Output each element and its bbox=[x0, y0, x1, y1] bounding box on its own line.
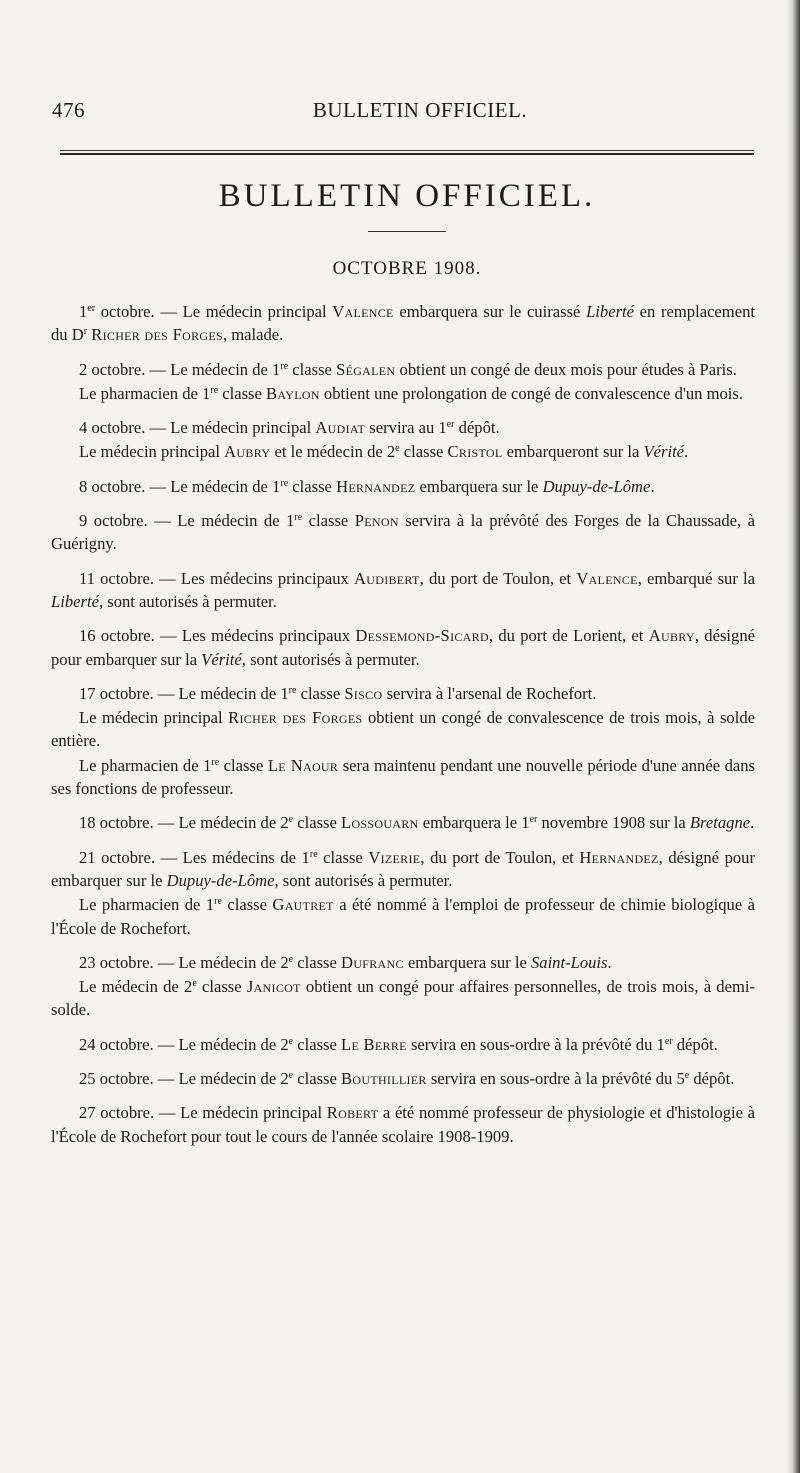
text-run: obtient une prolongation de congé de convalescence d'un mois. bbox=[319, 383, 744, 403]
notice-paragraph bbox=[51, 811, 755, 834]
text-run: dépôt. bbox=[454, 418, 500, 438]
page-edge-shadow bbox=[786, 0, 800, 1473]
notice-entry bbox=[51, 567, 755, 614]
superscript: re bbox=[280, 477, 289, 489]
notice-paragraph bbox=[51, 475, 755, 498]
person-name: Le Naour bbox=[267, 755, 339, 775]
superscript: re bbox=[214, 896, 222, 908]
notice-paragraph bbox=[51, 975, 755, 1022]
person-name: Vizerie bbox=[368, 847, 421, 867]
text-run: classe bbox=[293, 1069, 342, 1089]
text-run: 18 octobre. — Le médecin de 2 bbox=[79, 813, 289, 833]
ship-name: Bretagne bbox=[689, 813, 751, 833]
text-run: servira en sous-ordre à la prévôté du 1 bbox=[406, 1034, 665, 1054]
text-run: et le médecin de 2 bbox=[270, 442, 396, 462]
text-run: classe bbox=[296, 683, 345, 703]
superscript: re bbox=[288, 684, 297, 696]
text-run: a été nommé à l'emploi de professeur de chimie biologique à l'École de Rochefort. bbox=[51, 895, 755, 938]
person-name: Audiat bbox=[315, 418, 366, 438]
text-run: , sont autorisés à permuter. bbox=[98, 591, 277, 611]
notice-paragraph bbox=[51, 706, 755, 753]
text-run: octobre. — Le médecin principal bbox=[95, 302, 333, 321]
text-run: dépôt. bbox=[689, 1069, 735, 1089]
text-run: 23 octobre. — Le médecin de 2 bbox=[79, 952, 289, 972]
superscript: re bbox=[211, 756, 220, 768]
text-run: classe bbox=[196, 977, 247, 997]
text-run: classe bbox=[288, 359, 337, 379]
person-name: Valence bbox=[332, 302, 394, 321]
person-name: Dufranc bbox=[341, 952, 404, 972]
ship-name: Saint-Louis bbox=[530, 952, 608, 972]
superscript: e bbox=[288, 953, 294, 965]
notice-paragraph bbox=[51, 509, 755, 556]
text-run: , du port de Toulon, et bbox=[420, 847, 580, 867]
person-name: Gautret bbox=[272, 895, 334, 915]
text-run: Le médecin de 2 bbox=[79, 977, 193, 997]
title-rule bbox=[368, 231, 446, 232]
text-run: embarquera sur le bbox=[415, 476, 543, 496]
notice-paragraph bbox=[51, 682, 755, 705]
text-run: classe bbox=[293, 813, 342, 833]
superscript: er bbox=[529, 814, 538, 826]
superscript: e bbox=[684, 1070, 690, 1082]
person-name: Penon bbox=[354, 511, 399, 531]
notice-entry bbox=[51, 300, 755, 347]
page-number: 476 bbox=[52, 98, 85, 122]
notice-entry bbox=[51, 1067, 755, 1090]
text-run: . bbox=[650, 476, 655, 496]
text-run: servira à la prévôté des Forges de la Chaussade, à Guérigny. bbox=[51, 511, 756, 554]
superscript: r bbox=[83, 326, 88, 338]
notice-entry bbox=[51, 951, 755, 1022]
ship-name: Liberté bbox=[51, 591, 99, 611]
text-run: , sont autorisés à permuter. bbox=[241, 649, 420, 669]
text-run: classe bbox=[219, 755, 268, 775]
ship-name: Dupuy-de-Lôme bbox=[542, 476, 651, 496]
notice-entry bbox=[51, 1033, 755, 1056]
notice-entry bbox=[51, 846, 755, 940]
person-name: Richer des Forges bbox=[91, 325, 223, 345]
text-run: servira en sous-ordre à la prévôté du 5 bbox=[426, 1069, 685, 1089]
text-run: a été nommé professeur de physiologie et d'histologie à l'École de Rochefort pour tout le cours de l'année scolaire 1908-1909. bbox=[51, 1103, 755, 1146]
notice-paragraph bbox=[51, 1101, 755, 1148]
text-run: 16 octobre. — Les médecins principaux bbox=[79, 626, 356, 646]
text-run: embarqueront sur la bbox=[502, 442, 644, 462]
text-run: , désigné pour embarquer sur le bbox=[51, 847, 755, 890]
text-run: , malade. bbox=[222, 325, 284, 345]
superscript: e bbox=[288, 1035, 294, 1047]
text-run: classe bbox=[317, 847, 369, 867]
ship-name: Dupuy-de-Lôme bbox=[166, 870, 275, 890]
text-run: 8 octobre. — Le médecin de 1 bbox=[79, 476, 281, 496]
text-run: Le pharmacien de 1 bbox=[79, 755, 212, 775]
notice-entry bbox=[51, 416, 755, 464]
notice-paragraph bbox=[51, 416, 755, 439]
text-run: Le pharmacien de 1 bbox=[79, 895, 215, 915]
notice-paragraph bbox=[51, 624, 755, 671]
person-name: Sisco bbox=[344, 683, 383, 703]
text-run: . bbox=[750, 813, 755, 833]
notice-paragraph bbox=[51, 358, 755, 381]
text-run: , du port de Lorient, et bbox=[488, 626, 649, 646]
text-run: classe bbox=[293, 952, 342, 972]
person-name: Hernandez bbox=[336, 476, 416, 496]
text-run: . bbox=[684, 442, 689, 462]
person-name: Dessemond-Sicard bbox=[355, 626, 489, 646]
text-run: classe bbox=[302, 511, 355, 531]
running-title: BULLETIN OFFICIEL. bbox=[312, 98, 528, 122]
text-run: dépôt. bbox=[672, 1034, 718, 1054]
notice-paragraph bbox=[51, 567, 755, 614]
text-run: Le médecin principal bbox=[79, 442, 225, 462]
notice-paragraph bbox=[51, 951, 755, 974]
person-name: Richer des Forges bbox=[228, 708, 363, 728]
notice-entry bbox=[51, 624, 755, 671]
notice-entry bbox=[51, 475, 755, 498]
person-name: Bouthillier bbox=[341, 1069, 427, 1089]
superscript: re bbox=[309, 848, 318, 860]
notice-paragraph bbox=[51, 1067, 755, 1090]
notice-entry bbox=[51, 509, 755, 556]
superscript: re bbox=[210, 384, 219, 396]
text-run: , sont autorisés à permuter. bbox=[274, 870, 453, 890]
notice-paragraph bbox=[51, 300, 755, 347]
superscript: e bbox=[288, 814, 294, 826]
text-run: novembre 1908 sur la bbox=[537, 813, 690, 833]
person-name: Cristol bbox=[447, 442, 503, 462]
person-name: Janicot bbox=[246, 977, 301, 997]
text-run: 24 octobre. — Le médecin de 2 bbox=[79, 1034, 289, 1054]
text-run: sera maintenu pendant une nouvelle période d'une année dans ses fonctions de professeur. bbox=[51, 755, 756, 799]
text-run: classe bbox=[399, 442, 448, 462]
text-run: classe bbox=[218, 383, 267, 403]
text-run: obtient un congé de deux mois pour études à Paris. bbox=[395, 359, 737, 379]
person-name: Audibert bbox=[353, 568, 420, 588]
person-name: Baylon bbox=[266, 383, 320, 403]
text-run: embarquera sur le bbox=[403, 952, 531, 972]
text-run: 21 octobre. — Les médecins de 1 bbox=[79, 847, 310, 867]
superscript: re bbox=[280, 360, 289, 372]
text-run: 17 octobre. — Le médecin de 1 bbox=[79, 683, 289, 703]
text-run: embarquera le 1 bbox=[418, 813, 530, 833]
person-name: Ségalen bbox=[336, 359, 396, 379]
superscript: er bbox=[446, 419, 455, 431]
superscript: er bbox=[87, 303, 96, 314]
ship-name: Vérité bbox=[201, 649, 242, 669]
notice-paragraph bbox=[51, 893, 755, 940]
text-run: 2 octobre. — Le médecin de 1 bbox=[79, 359, 281, 379]
ship-name: Vérité bbox=[643, 442, 685, 462]
text-run: en remplacement du D bbox=[51, 302, 755, 345]
person-name: Hernandez bbox=[579, 847, 659, 867]
person-name: Aubry bbox=[648, 626, 695, 646]
text-run: 27 octobre. — Le médecin principal bbox=[79, 1103, 327, 1123]
text-run: servira à l'arsenal de Rochefort. bbox=[382, 683, 597, 703]
text-run: classe bbox=[221, 895, 273, 915]
text-run: , du port de Toulon, et bbox=[419, 568, 577, 588]
text-run: obtient un congé de convalescence de trois mois, à solde entière. bbox=[51, 708, 755, 751]
notice-entry bbox=[51, 811, 755, 834]
text-run: 25 octobre. — Le médecin de 2 bbox=[79, 1069, 289, 1089]
text-run: 1 bbox=[79, 302, 88, 321]
person-name: Valence bbox=[576, 568, 638, 588]
page-title: BULLETIN OFFICIEL. bbox=[218, 178, 596, 214]
text-run: Le pharmacien de 1 bbox=[79, 383, 211, 403]
text-run: classe bbox=[288, 476, 337, 496]
ship-name: Liberté bbox=[586, 302, 634, 321]
notice-entry bbox=[51, 1101, 755, 1148]
notice-entry bbox=[51, 358, 755, 406]
person-name: Robert bbox=[326, 1103, 379, 1123]
text-run: , embarqué sur la bbox=[637, 568, 756, 588]
person-name: Lossouarn bbox=[341, 813, 419, 833]
superscript: e bbox=[395, 443, 400, 455]
person-name: Le Berre bbox=[341, 1034, 407, 1054]
text-run: 4 octobre. — Le médecin principal bbox=[79, 418, 316, 438]
notice-entry bbox=[51, 682, 755, 800]
header-rule bbox=[60, 150, 754, 155]
text-run: 11 octobre. — Les médecins principaux bbox=[79, 568, 354, 588]
notice-paragraph bbox=[51, 440, 755, 463]
notice-paragraph bbox=[51, 846, 755, 893]
text-run: Le médecin principal bbox=[79, 708, 229, 728]
text-run: obtient un congé pour affaires personnelles, de trois mois, à demi-solde. bbox=[51, 977, 755, 1020]
month-heading: OCTOBRE 1908. bbox=[332, 258, 482, 279]
text-run: . bbox=[607, 952, 612, 972]
superscript: er bbox=[664, 1035, 673, 1047]
notice-paragraph bbox=[51, 754, 755, 801]
entries-list bbox=[51, 300, 755, 1159]
notice-paragraph bbox=[51, 382, 755, 405]
text-run: classe bbox=[293, 1034, 342, 1054]
superscript: e bbox=[192, 978, 197, 990]
superscript: e bbox=[288, 1070, 294, 1082]
text-run: embarquera sur le cuirassé bbox=[393, 302, 587, 321]
running-header bbox=[52, 98, 758, 128]
text-run: , désigné pour embarquer sur la bbox=[51, 626, 755, 669]
person-name: Aubry bbox=[224, 442, 271, 462]
notice-paragraph bbox=[51, 1033, 755, 1056]
superscript: re bbox=[294, 512, 303, 524]
text-run: servira au 1 bbox=[365, 418, 447, 438]
text-run: 9 octobre. — Le médecin de 1 bbox=[79, 511, 295, 531]
